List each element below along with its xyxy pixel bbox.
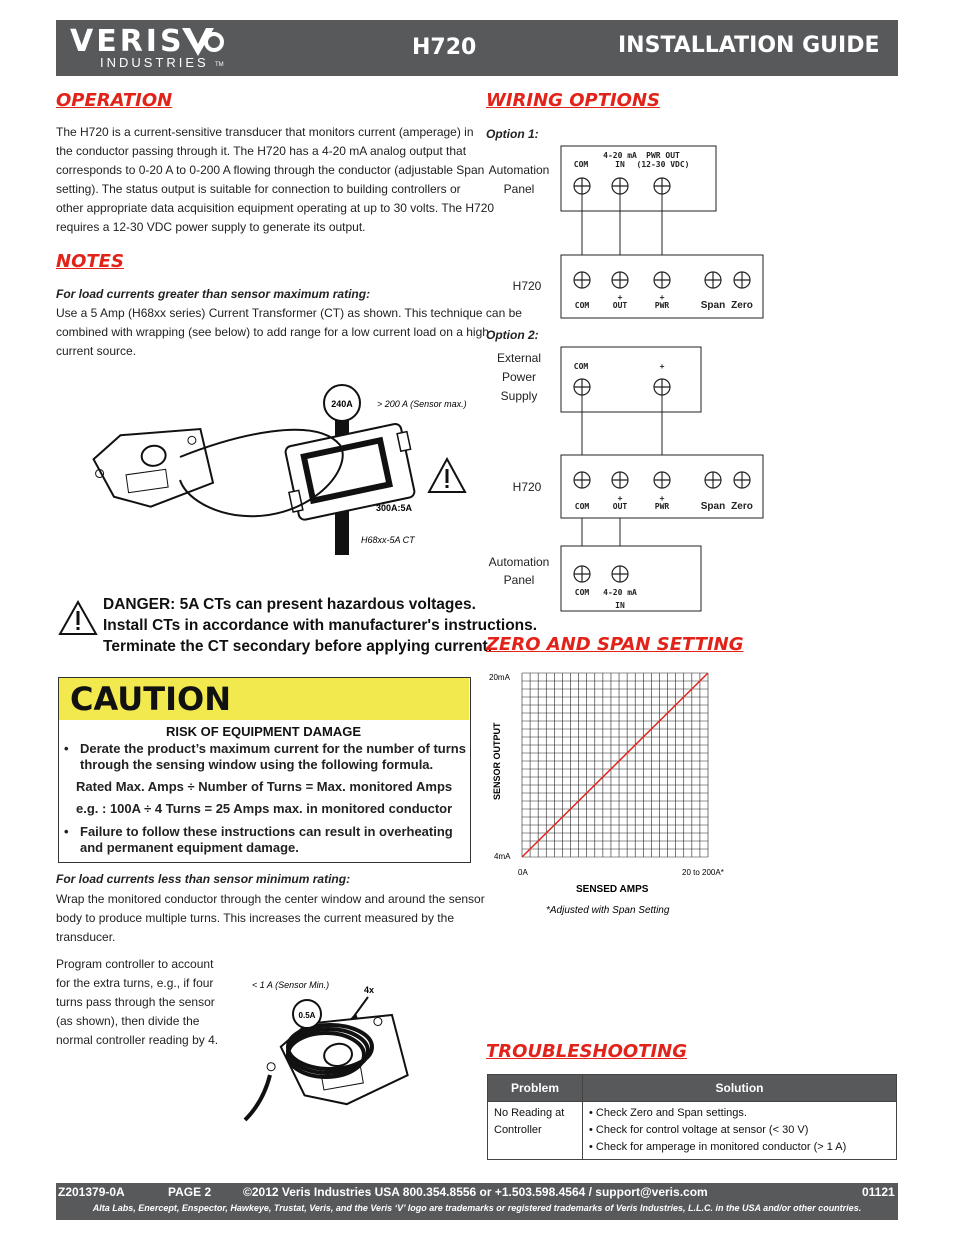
max-rating-title: For load currents greater than sensor maximum rating:: [56, 287, 371, 301]
min-rating-title: For load currents less than sensor minimum rating:: [56, 872, 351, 886]
opt2-panel-label-1: Automation: [488, 555, 550, 569]
opt2-panel-com: COM: [574, 588, 590, 597]
opt2-supply-label-2: Power: [501, 370, 537, 384]
opt2-dev-plus2: +: [659, 494, 665, 503]
fig2-turns: 4x: [364, 985, 375, 995]
opt2-dev-zero: Zero: [731, 501, 753, 512]
opt1-dev-pwr: PWR: [654, 301, 670, 310]
zs-note: *Adjusted with Span Setting: [546, 905, 670, 916]
opt2-device-label: H720: [512, 480, 542, 494]
opt2-dev-out: OUT: [612, 502, 628, 511]
brand-logo: VERIS: [70, 24, 185, 59]
wiring-heading: WIRING OPTIONS: [486, 90, 661, 111]
opt2-dev-com: COM: [574, 502, 590, 511]
opt1-dev-plus1: +: [617, 293, 623, 302]
opt1-dev-out: OUT: [612, 301, 628, 310]
opt1-panel-pwrvdc: (12-30 VDC): [636, 160, 690, 169]
operation-text: The H720 is a current-sensitive transducer that monitors current (amperage) in the conductor passing through it. The H720 has a 4-20 mA analog output that corresponds to 0-20 A to 0-200 A flowing through the conductor (adjustable Span setting). The status output is suitable for connection to building controllers or other appropriate data acquisition equipment operating at up to 30 volts. The H720 requires a 12-30 VDC power supply to generate its output.: [56, 125, 495, 234]
footer-trademark: Alta Labs, Enercept, Enspector, Hawkeye, Trustat, Veris, and the Veris ‘V’ logo are trademarks or registered trademarks of Veris Industries, L.L.C. in the USA and/or other countries.: [92, 1203, 862, 1213]
opt2-supply-com: COM: [573, 362, 589, 371]
caution-example: e.g. : 100A ÷ 4 Turns = 25 Amps max. in monitored conductor: [76, 801, 453, 816]
zs-y-axis-label: SENSOR OUTPUT: [492, 722, 502, 800]
opt2-dev-plus1: +: [617, 494, 623, 503]
opt1-dev-span: Span: [700, 300, 726, 311]
footer-page: PAGE 2: [168, 1185, 212, 1199]
fig1-sensor-max: > 200 A (Sensor max.): [377, 399, 467, 409]
zero-span-heading: ZERO AND SPAN SETTING: [486, 634, 744, 655]
fig2-amp: 0.5A: [298, 1011, 316, 1020]
table-row: [488, 1102, 897, 1160]
troubleshooting-heading: TROUBLESHOOTING: [486, 1041, 687, 1062]
fig1-ct-rating: 300A:5A: [376, 503, 413, 513]
zs-x-axis-label: SENSED AMPS: [576, 884, 649, 895]
program-text: Program controller to account for the extra turns, e.g., if four turns pass through the sensor (as shown), then divide the normal controller reading by 4.: [56, 957, 219, 1047]
opt1-panel-label-2: Panel: [503, 182, 535, 196]
zero-span-line: [522, 673, 708, 857]
option-1-label: Option 1:: [486, 127, 539, 141]
notes-heading: NOTES: [56, 251, 124, 272]
opt2-dev-span: Span: [700, 501, 726, 512]
zs-y-top-tick: 20mA: [489, 673, 510, 682]
danger-warning-icon: [58, 600, 98, 636]
opt2-panel-in: IN: [615, 601, 625, 610]
operation-heading: OPERATION: [56, 90, 173, 111]
caution-formula: Rated Max. Amps ÷ Number of Turns = Max. monitored Amps: [76, 779, 453, 794]
risk-heading: RISK OF EQUIPMENT DAMAGE: [165, 724, 361, 739]
brand-sub: INDUSTRIES: [100, 55, 209, 70]
guide-title: INSTALLATION GUIDE: [618, 33, 880, 58]
opt1-panel-in: IN: [615, 160, 625, 169]
option-2-label: Option 2:: [486, 328, 539, 342]
solution-cell: • Check Zero and Span settings. • Check for control voltage at sensor (< 30 V) • Check for amperage in monitored conductor (> 1 A): [583, 1102, 897, 1160]
footer-doc: Z201379-0A: [58, 1185, 125, 1199]
min-rating-text: Wrap the monitored conductor through the center window and around the sensor body to produce multiple turns. This increases the current measured by the transducer.: [56, 892, 485, 944]
opt2-dev-pwr: PWR: [654, 502, 670, 511]
max-rating-text: Use a 5 Amp (H68xx series) Current Transformer (CT) as shown. This technique can be combined with wrapping (see below) to add range for a low current load on a high current source.: [56, 306, 522, 358]
opt2-supply-plus: +: [659, 362, 665, 371]
opt1-device-label: H720: [512, 279, 542, 293]
footer-code: 01121: [862, 1185, 895, 1199]
footer-contact: ©2012 Veris Industries USA 800.354.8556 or +1.503.598.4564 / support@veris.com: [243, 1185, 708, 1199]
opt1-panel-label-1: Automation: [488, 163, 550, 177]
col-solution: Solution: [583, 1075, 897, 1102]
opt2-panel-420: 4-20 mA: [603, 588, 637, 597]
ct-wiring-figure: [85, 375, 485, 555]
table-header-row: [488, 1075, 897, 1102]
zero-span-chart: [486, 665, 736, 920]
fig1-ct-model: H68xx-5A CT: [361, 535, 415, 545]
caution-bullet-1: • Derate the product’s maximum current for the number of turns through the sensing window using the following formula.: [64, 741, 466, 772]
warning-icon: [427, 457, 467, 495]
wiring-diagram: [480, 140, 780, 620]
opt1-panel-420: 4-20 mA: [603, 151, 637, 160]
model-title: H720: [412, 35, 477, 60]
troubleshooting-table: [487, 1074, 897, 1160]
caution-title: CAUTION: [70, 680, 231, 718]
opt1-dev-zero: Zero: [731, 300, 753, 311]
problem-cell: No Reading at Controller: [488, 1102, 583, 1160]
fig1-amp-label: 240A: [331, 399, 353, 409]
zs-y-bottom-tick: 4mA: [494, 852, 511, 861]
zs-x-left-tick: 0A: [518, 868, 528, 877]
opt2-panel-label-2: Panel: [503, 573, 535, 587]
danger-text: DANGER: 5A CTs can present hazardous voltages. Install CTs in accordance with manufacturer's instructions. Terminate the CT secondary before applying current.: [103, 596, 538, 655]
caution-bullet-2: • Failure to follow these instructions can result in overheating and permanent equipment damage.: [64, 824, 453, 855]
wrap-turns-figure: [240, 975, 420, 1125]
trademark-mark: TM: [215, 62, 224, 68]
opt1-dev-plus2: +: [659, 293, 665, 302]
opt1-panel-com: COM: [573, 160, 589, 169]
opt2-supply-label-1: External: [496, 351, 542, 365]
zs-x-right-tick: 20 to 200A*: [682, 868, 724, 877]
opt2-supply-label-3: Supply: [500, 389, 538, 403]
col-problem: Problem: [488, 1075, 583, 1102]
opt1-dev-com: COM: [574, 301, 590, 310]
fig2-sensor-min: < 1 A (Sensor Min.): [252, 980, 330, 990]
opt1-panel-pwrout: PWR OUT: [646, 151, 680, 160]
